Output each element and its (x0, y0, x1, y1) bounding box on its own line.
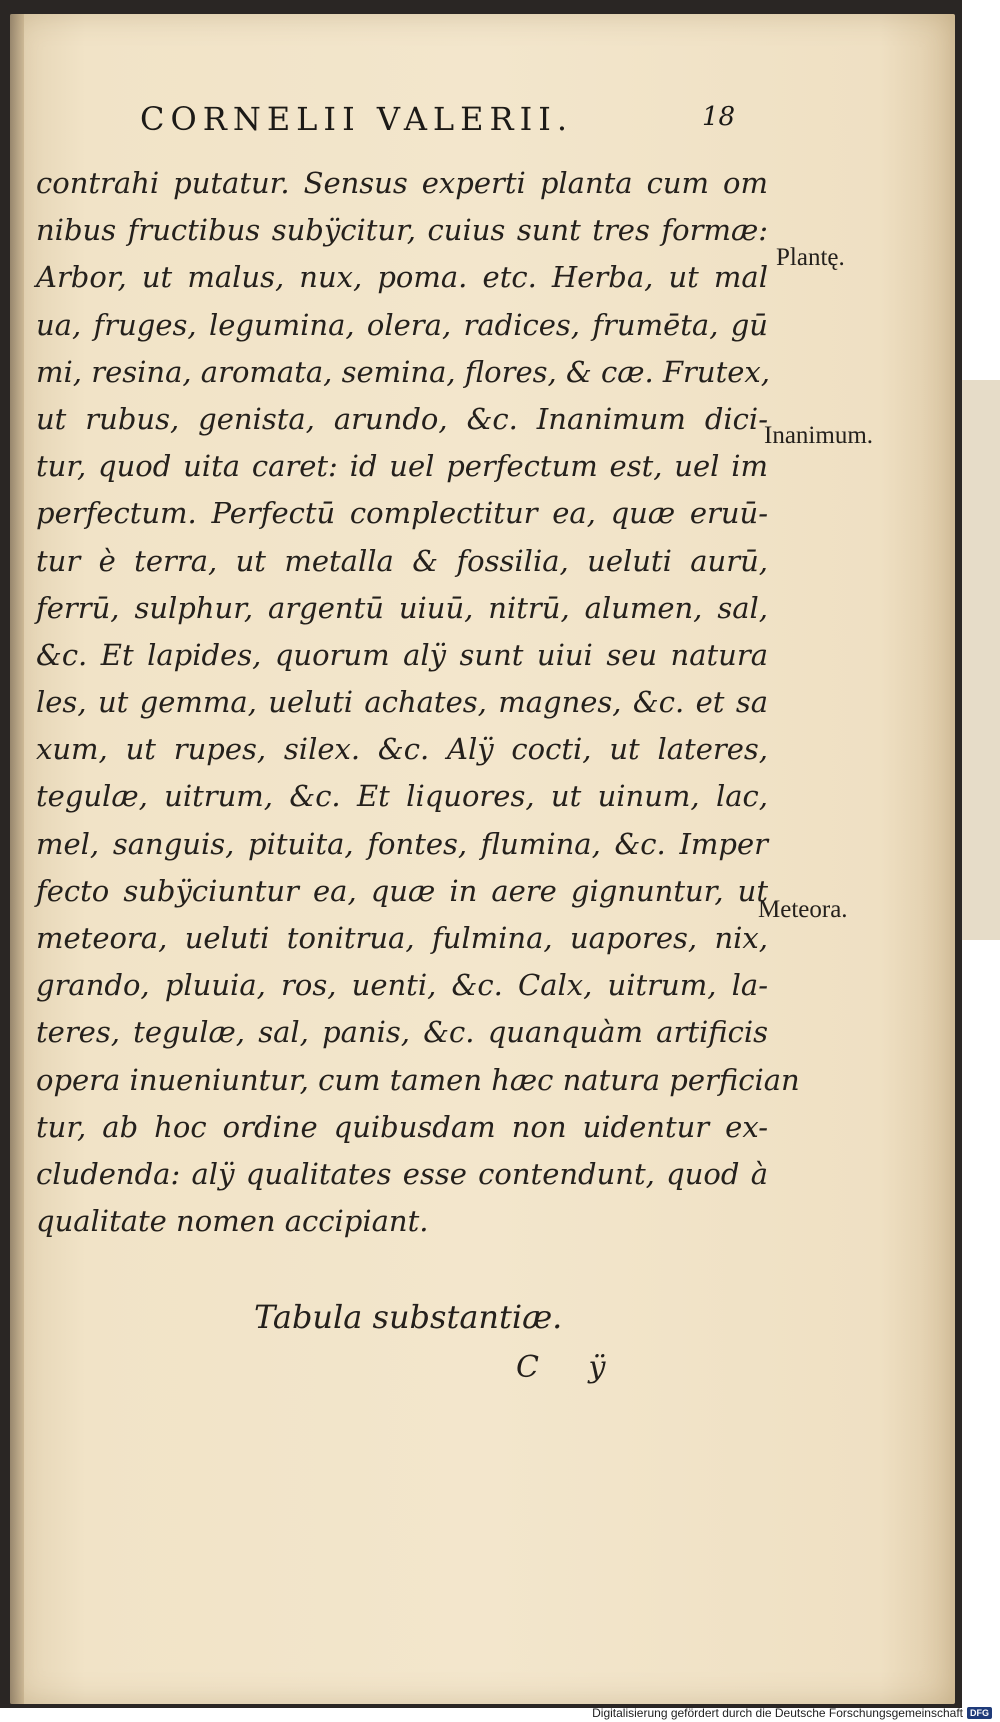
adjacent-page-edge (962, 380, 1000, 940)
text-line: teres, tegulæ, sal, panis, &c. quanquàm artificis (36, 1015, 768, 1050)
folio-number: 18 (702, 102, 736, 132)
text-line: ut rubus, genista, arundo, &c. Inanimum dici- (36, 401, 768, 436)
text-line: mi, resina, aromata, semina, flores, & cæ. Frutex, (36, 354, 770, 389)
dfg-logo-icon: DFG (967, 1707, 992, 1719)
text-line: meteora, ueluti tonitrua, fulmina, uapores, nix, (36, 921, 768, 955)
text-line: tur, quod uita caret: id uel perfectum est, uel im (36, 449, 768, 484)
text-line: fecto subÿciuntur ea, quæ in aere gignuntur, ut (36, 873, 768, 908)
text-line: grando, pluuia, ros, uenti, &c. Calx, uitrum, la- (36, 968, 768, 1003)
text-line: les, ut gemma, ueluti achates, magnes, &c. et sa (36, 685, 768, 720)
text-line: contrahi putatur. Sensus experti planta cum om (36, 166, 768, 200)
text-line: xum, ut rupes, silex. &c. Alÿ cocti, ut lateres, (36, 732, 768, 767)
text-line: perfectum. Perfectū complectitur ea, quæ eruū- (36, 496, 768, 531)
text-line: opera inueniuntur, cum tamen hæc natura perfician (36, 1062, 800, 1097)
text-line: nibus fructibus subÿcitur, cuius sunt tres formæ: (36, 213, 768, 248)
marginal-note-inanimum: Inanimum. (764, 422, 874, 449)
running-title: CORNELII VALERII. (140, 100, 574, 138)
text-line: &c. Et lapides, quorum alÿ sunt uiui seu natura (36, 637, 768, 672)
text-line: cludenda: alÿ qualitates esse contendunt, quod à (36, 1156, 768, 1191)
text-line: qualitate nomen accipiant. (36, 1204, 429, 1239)
digitization-footer (592, 1706, 992, 1720)
marginal-note-plantae: Plantę. (776, 244, 845, 271)
signature-mark: C ÿ (516, 1350, 626, 1385)
text-line: ua, fruges, legumina, olera, radices, frumēta, gū (36, 307, 768, 342)
footer-credit: Digitalisierung gefördert durch die Deutsche Forschungsgemeinschaft (592, 1706, 963, 1720)
page-spine-shadow (10, 14, 24, 1704)
text-line: ferrū, sulphur, argentū uiuū, nitrū, alumen, sal, (36, 590, 768, 625)
section-title: Tabula substantiæ. (254, 1298, 563, 1336)
text-line: Arbor, ut malus, nux, poma. etc. Herba, ut mal (36, 260, 768, 295)
text-line: mel, sanguis, pituita, fontes, flumina, &c. Imper (36, 826, 768, 861)
text-line: tegulæ, uitrum, &c. Et liquores, ut uinum, lac, (36, 779, 768, 814)
text-line: tur è terra, ut metalla & fossilia, ueluti aurū, (36, 543, 768, 578)
marginal-note-meteora: Meteora. (758, 896, 848, 923)
body-text (36, 160, 800, 1245)
text-line: tur, ab hoc ordine quibusdam non uidentur ex- (36, 1109, 768, 1144)
